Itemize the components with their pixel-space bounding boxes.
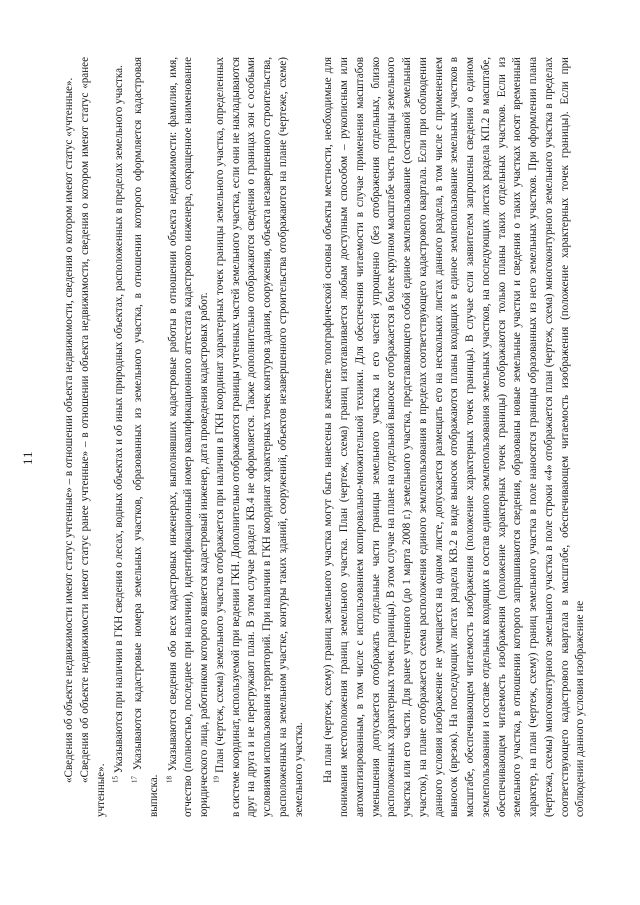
page-number: 11 [20, 450, 35, 465]
footnote-marker: 17 [130, 776, 139, 783]
footnote-text: Указываются сведения обо всех кадастровых инженерах, выполнявших кадастровые работы в отношении объекта недвижимости: фамилия, имя, отчество (полностью, последнее при наличии), идентификационный номер квалификационного аттестата кадастрового инженера, сокращенное наименование юридического лица, работником которого является кадастровый инженер, дата проведения кадастровых работ. [166, 57, 210, 817]
footnote-text: План (чертеж, схема) земельного участка отображается при наличии в ГКН координат характерных точек границы земельного участка, определенных в системе координат, используемой при ведении ГКН. Дополнительно отображаются границы учтенных частей земельного участка, если они не накладываются друг на друга и не перегружают план. В этом случае раздел КВ.4 не оформляется. Также дополнительно отображаются сведения о границах зон с особыми условиями использования территорий. При наличии в ГКН координат характерных точек контуров здания, сооружения, объекта незавершенного строительства, расположенных на земельном участке, контуры таких зданий, сооружений, объектов незавершенного строительства отображаются на плане (чертеже, схеме) земельного участка. [213, 56, 305, 817]
paragraph-status-previously-accounted: «Сведения об объекте недвижимости имеют статус ранее учтенные» – в отношении объекта недвижимости, сведения о котором имеют статус «ранее учтенные». [78, 57, 107, 817]
footnote-15 [112, 57, 128, 817]
footnote-marker: 15 [111, 776, 120, 783]
footnote-19 [213, 57, 308, 817]
footnote-marker: 19 [212, 776, 221, 783]
footnote-text: Указываются кадастровые номера земельных участков, образованных из земельного участка, в отношении которого оформляется кадастровая выписка. [132, 57, 160, 817]
paragraph-plan-description: На план (чертеж, схему) границ земельного участка могут быть нанесены в качестве топографической основы объекты местности, необходимые для понимания местоположения границ земельного участка. План (чертеж, схема) границ изготавливается любым доступным способом – рукописным или автоматизированным, в том числе с использованием копировально-множительной техники. Для обеспечения читаемости в случае применения масштабов уменьшения допускается отображать отдельные части границы земельного участка и его частей упрощенно (без отображения отдельных, близко расположенных характерных точек границы). В этом случае на плане на отдельной выноске отображается в более крупном масштабе часть границы земельного участка или его части. Для ранее учтенного (до 1 марта 2008 г.) земельного участка, представляющего собой единое землепользование (составной земельный участок), на плане отображается схема расположения единого землепользования в пределах соответствующего кадастрового квартала. Если при соблюдении данного условия изображение не умещается на одном листе, допускается размещать его на нескольких листах данного раздела, в том числе с применением выносок (врезок). На последующих листах раздела КВ.2 в виде выносок отображаются планы входящих в единое землепользование земельных участков в масштабе, обеспечивающем читаемость изображения (положение характерных точек границы). В случае если заявителем запрошены сведения о едином землепользовании и составе отдельных входящих в состав единого землепользования земельных участков, на последующих листах раздела КП.2 в масштабе, обеспечивающем читаемость изображения (положение характерных точек границы) отображаются только планы таких отдельных участков. Если из земельного участка, в отношении которого запрашиваются сведения, образованы новые земельные участки и сведения о таких участках носят временный характер, на план (чертеж, схему) границ земельного участка в поле наносятся границы образованных из него земельных участков. При оформлении плана (чертежа, схемы) многоконтурного земельного участка в поле строки «4» отображается план (чертеж, схема) многоконтурного земельного участка в пределах соответствующего кадастрового квартала в масштабе, обеспечивающем читаемость изображения (положение характерных точек границы). Если при соблюдении данного условия изображение не [322, 57, 587, 817]
paragraph-status-accounted: «Сведения об объекте недвижимости имеют статус учтенные» – в отношении объекта недвижимости, сведения о котором имеют статус «учтенные». [63, 77, 75, 783]
body-text [62, 57, 589, 817]
footnote-text: Указываются при наличии в ГКН сведения о лесах, водных объектах и об иных природных объектах, расположенных в пределах земельного участка. [113, 65, 126, 774]
footnote-17 [131, 57, 163, 817]
footnote-18 [166, 57, 213, 817]
footnote-marker: 18 [164, 776, 173, 783]
